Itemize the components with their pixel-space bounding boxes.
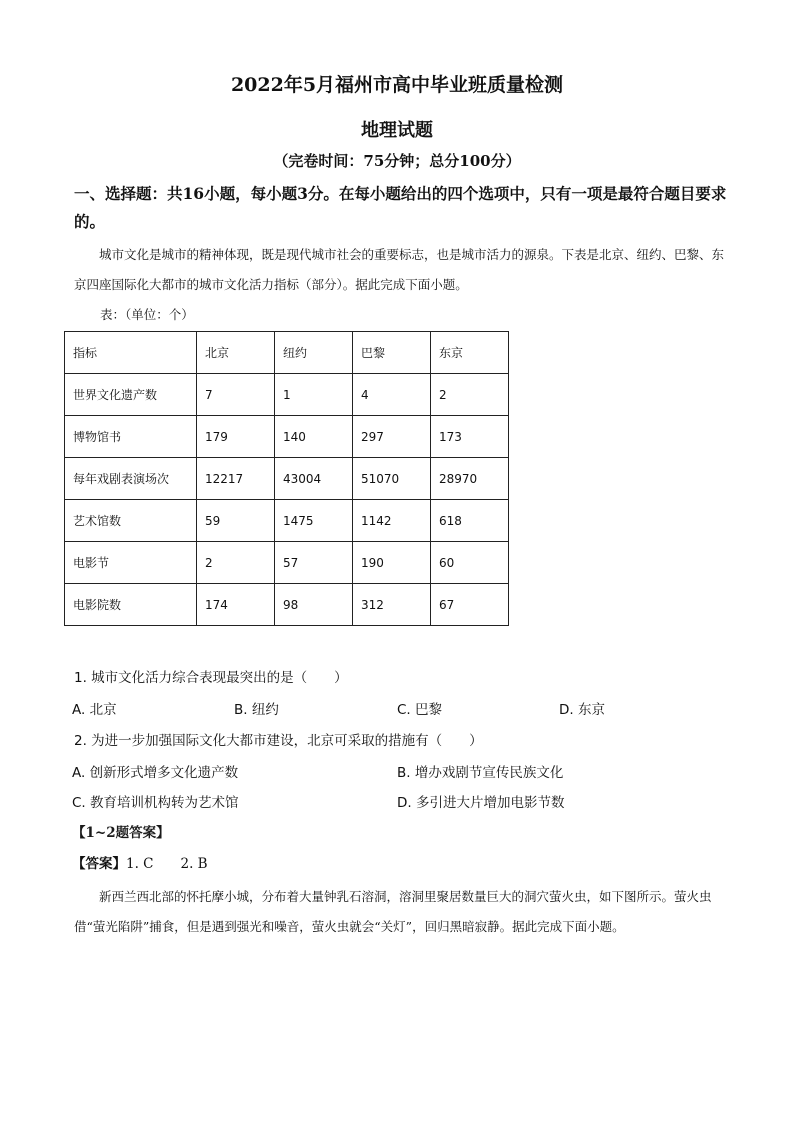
table-cell: 28970 — [431, 458, 509, 500]
table-cell: 57 — [275, 542, 353, 584]
table-cell: 4 — [353, 374, 431, 416]
question-2-option-a: A. 创新形式增多文化遗产数 — [72, 765, 239, 781]
exam-title: 2022年5月福州市高中毕业班质量检测 — [230, 74, 564, 96]
table-cell: 618 — [431, 500, 509, 542]
table-cell: 297 — [353, 416, 431, 458]
table-row — [65, 542, 509, 584]
question-1-option-d: D. 东京 — [559, 702, 605, 718]
table-cell: 179 — [197, 416, 275, 458]
table-cell: 世界文化遗产数 — [65, 374, 197, 416]
table-row — [65, 416, 509, 458]
table-cell: 2 — [431, 374, 509, 416]
table-cell: 电影院数 — [65, 584, 197, 626]
section-heading: 一、选择题：共16小题，每小题3分。在每小题给出的四个选项中，只有一项是最符合题目要求的。 — [74, 184, 727, 231]
table-row — [65, 500, 509, 542]
table-header-cell: 北京 — [197, 332, 275, 374]
table-cell: 1142 — [353, 500, 431, 542]
table-cell: 312 — [353, 584, 431, 626]
table-cell: 43004 — [275, 458, 353, 500]
question-2-option-d: D. 多引进大片增加电影节数 — [397, 795, 565, 811]
table-cell: 每年戏剧表演场次 — [65, 458, 197, 500]
question-1-option-b: B. 纽约 — [234, 702, 279, 718]
subject-title: 地理试题 — [361, 120, 433, 141]
table-cell: 12217 — [197, 458, 275, 500]
answer-text: 1. C 2. B — [126, 856, 208, 872]
question-2-option-b: B. 增办戏剧节宣传民族文化 — [397, 765, 564, 781]
passage-1: 城市文化是城市的精神体现，既是现代城市社会的重要标志，也是城市活力的源泉。下表是北京、纽约、巴黎、东京四座国际化大都市的城市文化活力指标（部分）。据此完成下面小题。 — [74, 247, 725, 292]
table-cell: 2 — [197, 542, 275, 584]
table-row — [65, 374, 509, 416]
table-cell: 博物馆书 — [65, 416, 197, 458]
table-cell: 电影节 — [65, 542, 197, 584]
table-cell: 67 — [431, 584, 509, 626]
table-cell: 艺术馆数 — [65, 500, 197, 542]
table-cell: 173 — [431, 416, 509, 458]
question-1-option-c: C. 巴黎 — [397, 702, 443, 718]
table-row — [65, 458, 509, 500]
culture-indicator-table — [64, 331, 509, 626]
table-cell: 190 — [353, 542, 431, 584]
question-1-stem: 1. 城市文化活力综合表现最突出的是（ ） — [74, 670, 348, 686]
exam-info: （完卷时间：75分钟；总分100分） — [273, 152, 521, 170]
table-header-cell: 巴黎 — [353, 332, 431, 374]
table-cell: 140 — [275, 416, 353, 458]
table-cell: 7 — [197, 374, 275, 416]
table-header-cell: 纽约 — [275, 332, 353, 374]
table-cell: 51070 — [353, 458, 431, 500]
table-cell: 98 — [275, 584, 353, 626]
question-2-stem: 2. 为进一步加强国际文化大都市建设，北京可采取的措施有（ ） — [74, 733, 483, 749]
passage-2: 新西兰西北部的怀托摩小城，分布着大量钟乳石溶洞，溶洞里聚居数量巨大的洞穴萤火虫，如下图所示。萤火虫借“萤光陷阱”捕食，但是遇到强光和噪音，萤火虫就会“关灯”，回归黑暗寂静。据此完成下面小题。 — [74, 889, 712, 934]
table-cell: 174 — [197, 584, 275, 626]
table-cell: 59 — [197, 500, 275, 542]
table-caption: 表：（单位：个） — [100, 307, 194, 322]
table-header-cell: 指标 — [65, 332, 197, 374]
question-2-option-c: C. 教育培训机构转为艺术馆 — [72, 795, 239, 811]
table-cell: 60 — [431, 542, 509, 584]
answer-label: 【答案】 — [72, 856, 126, 872]
table-header-row — [65, 332, 509, 374]
table-row — [65, 584, 509, 626]
answer-line — [72, 852, 208, 872]
table-header-cell: 东京 — [431, 332, 509, 374]
table-cell: 1475 — [275, 500, 353, 542]
answer-section-header: 【1~2题答案】 — [72, 825, 170, 841]
table-cell: 1 — [275, 374, 353, 416]
question-1-option-a: A. 北京 — [72, 702, 117, 718]
